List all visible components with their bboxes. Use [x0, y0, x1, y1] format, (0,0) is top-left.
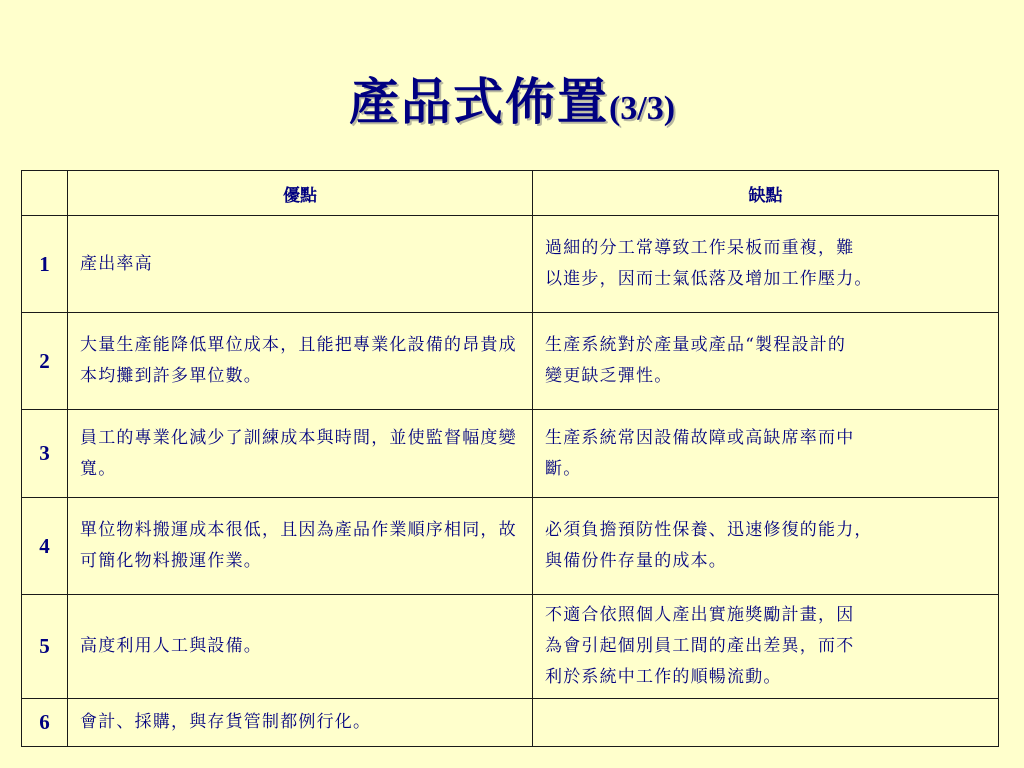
- header-pros: 優點: [68, 171, 533, 216]
- table-row: [22, 216, 999, 313]
- cons-cell: 不適合依照個人產出實施獎勵計畫，因 為會引起個別員工間的產出差異，而不 利於系統中工作的順暢流動。: [533, 595, 999, 699]
- row-number: 5: [22, 595, 68, 699]
- row-number: 3: [22, 410, 68, 498]
- cons-cell: 過細的分工常導致工作呆板而重複，難 以進步，因而士氣低落及增加工作壓力。: [533, 216, 999, 313]
- table-row: [22, 313, 999, 410]
- header-cons: 缺點: [533, 171, 999, 216]
- cons-cell: 必須負擔預防性保養、迅速修復的能力， 與備份件存量的成本。: [533, 498, 999, 595]
- slide-title-sub: (3/3): [608, 90, 676, 127]
- table-row: [22, 699, 999, 747]
- table-row: [22, 410, 999, 498]
- pros-cell: 單位物料搬運成本很低，且因為產品作業順序相同，故可簡化物料搬運作業。: [68, 498, 533, 595]
- row-number: 1: [22, 216, 68, 313]
- row-number: 4: [22, 498, 68, 595]
- pros-cell: 產出率高: [68, 216, 533, 313]
- row-number: 6: [22, 699, 68, 747]
- cons-cell: 生產系統常因設備故障或高缺席率而中 斷。: [533, 410, 999, 498]
- cons-cell: 生產系統對於產量或產品“製程設計的 變更缺乏彈性。: [533, 313, 999, 410]
- pros-cell: 員工的專業化減少了訓練成本與時間，並使監督幅度變寬。: [68, 410, 533, 498]
- header-number: [22, 171, 68, 216]
- slide-title-main: 產品式佈置: [348, 72, 609, 131]
- pros-cons-table: [21, 170, 999, 747]
- table-row: [22, 595, 999, 699]
- slide-title: [0, 62, 1024, 134]
- pros-cell: 會計、採購，與存貨管制都例行化。: [68, 699, 533, 747]
- row-number: 2: [22, 313, 68, 410]
- table-header-row: [22, 171, 999, 216]
- pros-cell: 高度利用人工與設備。: [68, 595, 533, 699]
- pros-cell: 大量生產能降低單位成本，且能把專業化設備的昂貴成本均攤到許多單位數。: [68, 313, 533, 410]
- table-row: [22, 498, 999, 595]
- cons-cell: [533, 699, 999, 747]
